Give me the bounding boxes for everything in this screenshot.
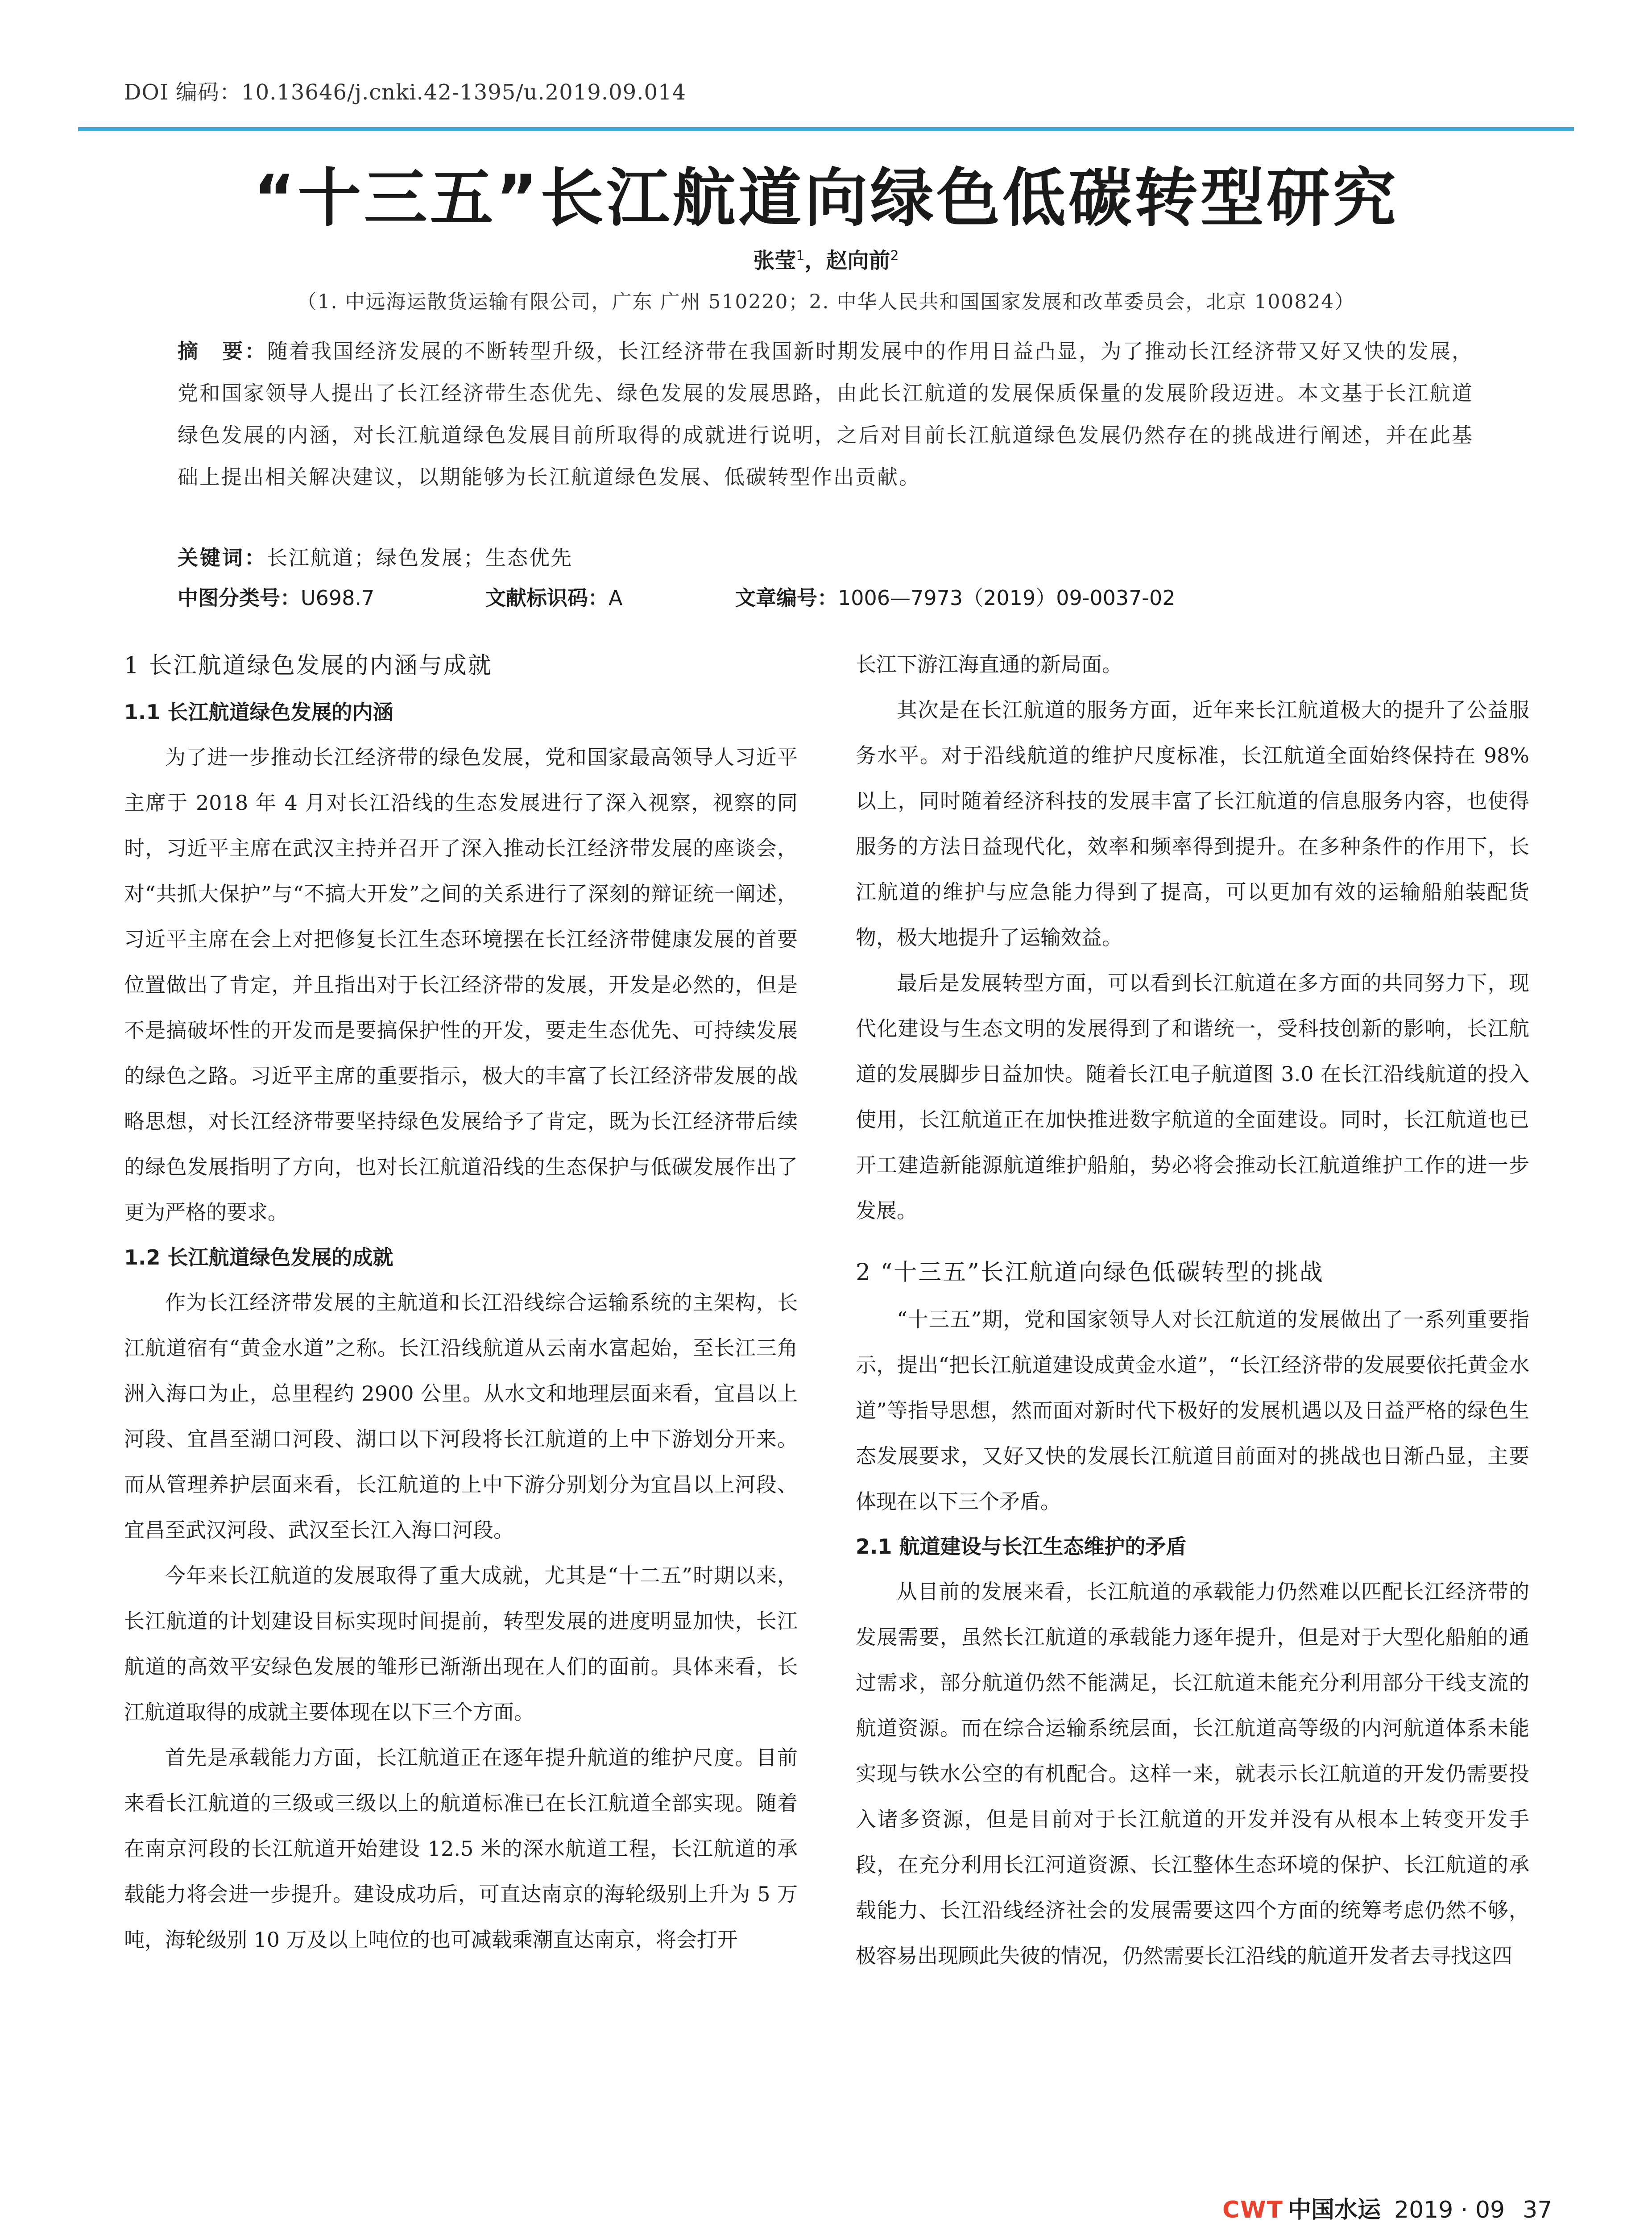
author-name: 张莹 [753, 248, 796, 273]
clc-item [178, 580, 374, 616]
section-heading: 1 长江航道绿色发展的内涵与成就 [124, 652, 493, 679]
keywords-text: 长江航道；绿色发展；生态优先 [267, 546, 573, 570]
magazine-name: 中国水运 [1288, 2196, 1381, 2223]
subsection-heading: 1.2 长江航道绿色发展的成就 [124, 1245, 393, 1269]
article-title: “十三五”长江航道向绿色低碳转型研究 [253, 162, 1399, 235]
article-no-value: 1006—7973（2019）09-0037-02 [838, 586, 1176, 610]
body-paragraph: “十三五”期，党和国家领导人对长江航道的发展做出了一系列重要指示，提出“把长江航道建设成黄金水道”，“长江经济带的发展要依托黄金水道”等指导思想，然而面对新时代下极好的发展机遇以及日益严格的绿色生态发展要求，又好又快的发展长江航道目前面对的挑战也日渐凸显，主要体现在以下三个矛盾。 [856, 1307, 1529, 1514]
body-paragraph: 长江下游江海直通的新局面。 [856, 652, 1122, 676]
page-footer [1222, 2191, 1552, 2224]
abstract-text: 随着我国经济发展的不断转型升级，长江经济带在我国新时期发展中的作用日益凸显，为了推动长江经济带又好又快的发展，党和国家领导人提出了长江经济带生态优先、绿色发展的发展思路，由此长江航道的发展保质保量的发展阶段迈进。本文基于长江航道绿色发展的内涵，对长江航道绿色发展目前所取得的成就进行说明，之后对目前长江航道绿色发展仍然存在的挑战进行阐述，并在此基础上提出相关解决建议，以期能够为长江航道绿色发展、低碳转型作出贡献。 [178, 339, 1474, 489]
doi-line: DOI 编码：10.13646/j.cnki.42-1395/u.2019.09.014 [124, 80, 687, 105]
section-gap [856, 1233, 1529, 1248]
affiliations: （1. 中远海运散货运输有限公司，广东 广州 510220；2. 中华人民共和国国家发展和改革委员会，北京 100824） [297, 290, 1355, 313]
body-paragraph: 从目前的发展来看，长江航道的承载能力仍然难以匹配长江经济带的发展需要，虽然长江航道的承载能力逐年提升，但是对于大型化船舶的通过需求，部分航道仍然不能满足，长江航道未能充分利用部分干线支流的航道资源。而在综合运输系统层面，长江航道高等级的内河航道体系未能实现与铁水公空的有机配合。这样一来，就表示长江航道的开发仍需要投入诸多资源，但是目前对于长江航道的开发并没有从根本上转变开发手段，在充分利用长江河道资源、长江整体生态环境的保护、长江航道的承载能力、长江沿线经济社会的发展需要这四个方面的统筹考虑仍然不够，极容易出现顾此失彼的情况，仍然需要长江沿线的航道开发者去寻找这四 [856, 1580, 1529, 1968]
body-paragraph: 作为长江经济带发展的主航道和长江沿线综合运输系统的主架构，长江航道宿有“黄金水道”之称。长江沿线航道从云南水富起始，至长江三角洲入海口为止，总里程约 2900 公里。从水文和地理层面来看，宜昌以上河段、宜昌至湖口河段、湖口以下河段将长江航道的上中下游划分开来。而从管理养护层面来看，长江航道的上中下游分别划分为宜昌以上河段、宜昌至武汉河段、武汉至长江入海口河段。 [124, 1290, 798, 1542]
abstract-block [178, 330, 1474, 498]
author-affil-mark: 2 [890, 248, 899, 264]
clc-label: 中图分类号： [178, 586, 301, 610]
left-column [124, 642, 798, 1962]
doc-code-value: A [609, 586, 623, 610]
doc-code-label: 文献标识码： [485, 586, 609, 610]
subsection-heading: 2.1 航道建设与长江生态维护的矛盾 [856, 1534, 1187, 1559]
author-affil-mark: 1 [796, 248, 805, 264]
keywords-block [178, 540, 1474, 576]
keywords-label: 关键词： [178, 546, 267, 570]
cwt-logo: CWT [1222, 2197, 1284, 2223]
page-number: 37 [1523, 2197, 1553, 2223]
header-rule [78, 127, 1574, 131]
body-paragraph: 今年来长江航道的发展取得了重大成就，尤其是“十二五”时期以来，长江航道的计划建设目标实现时间提前，转型发展的进度明显加快，长江航道的高效平安绿色发展的雏形已渐渐出现在人们的面前。具体来看，长江航道取得的成就主要体现在以下三个方面。 [124, 1563, 798, 1724]
subsection-heading: 1.1 长江航道绿色发展的内涵 [124, 700, 393, 724]
right-column [856, 642, 1529, 1978]
article-no-item [735, 580, 1176, 616]
doc-code-item [485, 580, 622, 616]
section-heading: 2 “十三五”长江航道向绿色低碳转型的挑战 [856, 1259, 1324, 1286]
body-paragraph: 为了进一步推动长江经济带的绿色发展，党和国家最高领导人习近平主席于 2018 年 4 月对长江沿线的生态发展进行了深入视察，视察的同时，习近平主席在武汉主持并召开了深入推动长江经济带发展的座谈会，对“共抓大保护”与“不搞大开发”之间的关系进行了深刻的辩证统一阐述，习近平主席在会上对把修复长江生态环境摆在长江经济带健康发展的首要位置做出了肯定，并且指出对于长江经济带的发展，开发是必然的，但是不是搞破坏性的开发而是要搞保护性的开发，要走生态优先、可持续发展的绿色之路。习近平主席的重要指示，极大的丰富了长江经济带发展的战略思想，对长江经济带要坚持绿色发展给予了肯定，既为长江经济带后续的绿色发展指明了方向，也对长江航道沿线的生态保护与低碳发展作出了更为严格的要求。 [124, 745, 798, 1224]
author-name: 赵向前 [826, 248, 890, 273]
body-paragraph: 首先是承载能力方面，长江航道正在逐年提升航道的维护尺度。目前来看长江航道的三级或三级以上的航道标准已在长江航道全部实现。随着在南京河段的长江航道开始建设 12.5 米的深水航道工程，长江航道的承载能力将会进一步提升。建设成功后，可直达南京的海轮级别上升为 5 万吨，海轮级别 10 万及以上吨位的也可减载乘潮直达南京，将会打开 [124, 1746, 798, 1952]
article-no-label: 文章编号： [735, 586, 838, 610]
abstract-label: 摘 要： [178, 339, 267, 363]
body-paragraph: 其次是在长江航道的服务方面，近年来长江航道极大的提升了公益服务水平。对于沿线航道的维护尺度标准，长江航道全面始终保持在 98% 以上，同时随着经济科技的发展丰富了长江航道的信息服务内容，也使得服务的方法日益现代化，效率和频率得到提升。在多种条件的作用下，长江航道的维护与应急能力得到了提高，可以更加有效的运输船舶装配货物，极大地提升了运输效益。 [856, 698, 1529, 950]
author-line [78, 243, 1574, 274]
author-separator: ， [804, 248, 826, 273]
body-paragraph: 最后是发展转型方面，可以看到长江航道在多方面的共同努力下，现代化建设与生态文明的发展得到了和谐统一，受科技创新的影响，长江航道的发展脚步日益加快。随着长江电子航道图 3.0 在长江沿线航道的投入使用，长江航道正在加快推进数字航道的全面建设。同时，长江航道也已开工建造新能源航道维护船舶，势必将会推动长江航道维护工作的进一步发展。 [856, 971, 1529, 1223]
clc-value: U698.7 [301, 586, 375, 610]
issue-label: 2019 · 09 [1394, 2197, 1505, 2223]
